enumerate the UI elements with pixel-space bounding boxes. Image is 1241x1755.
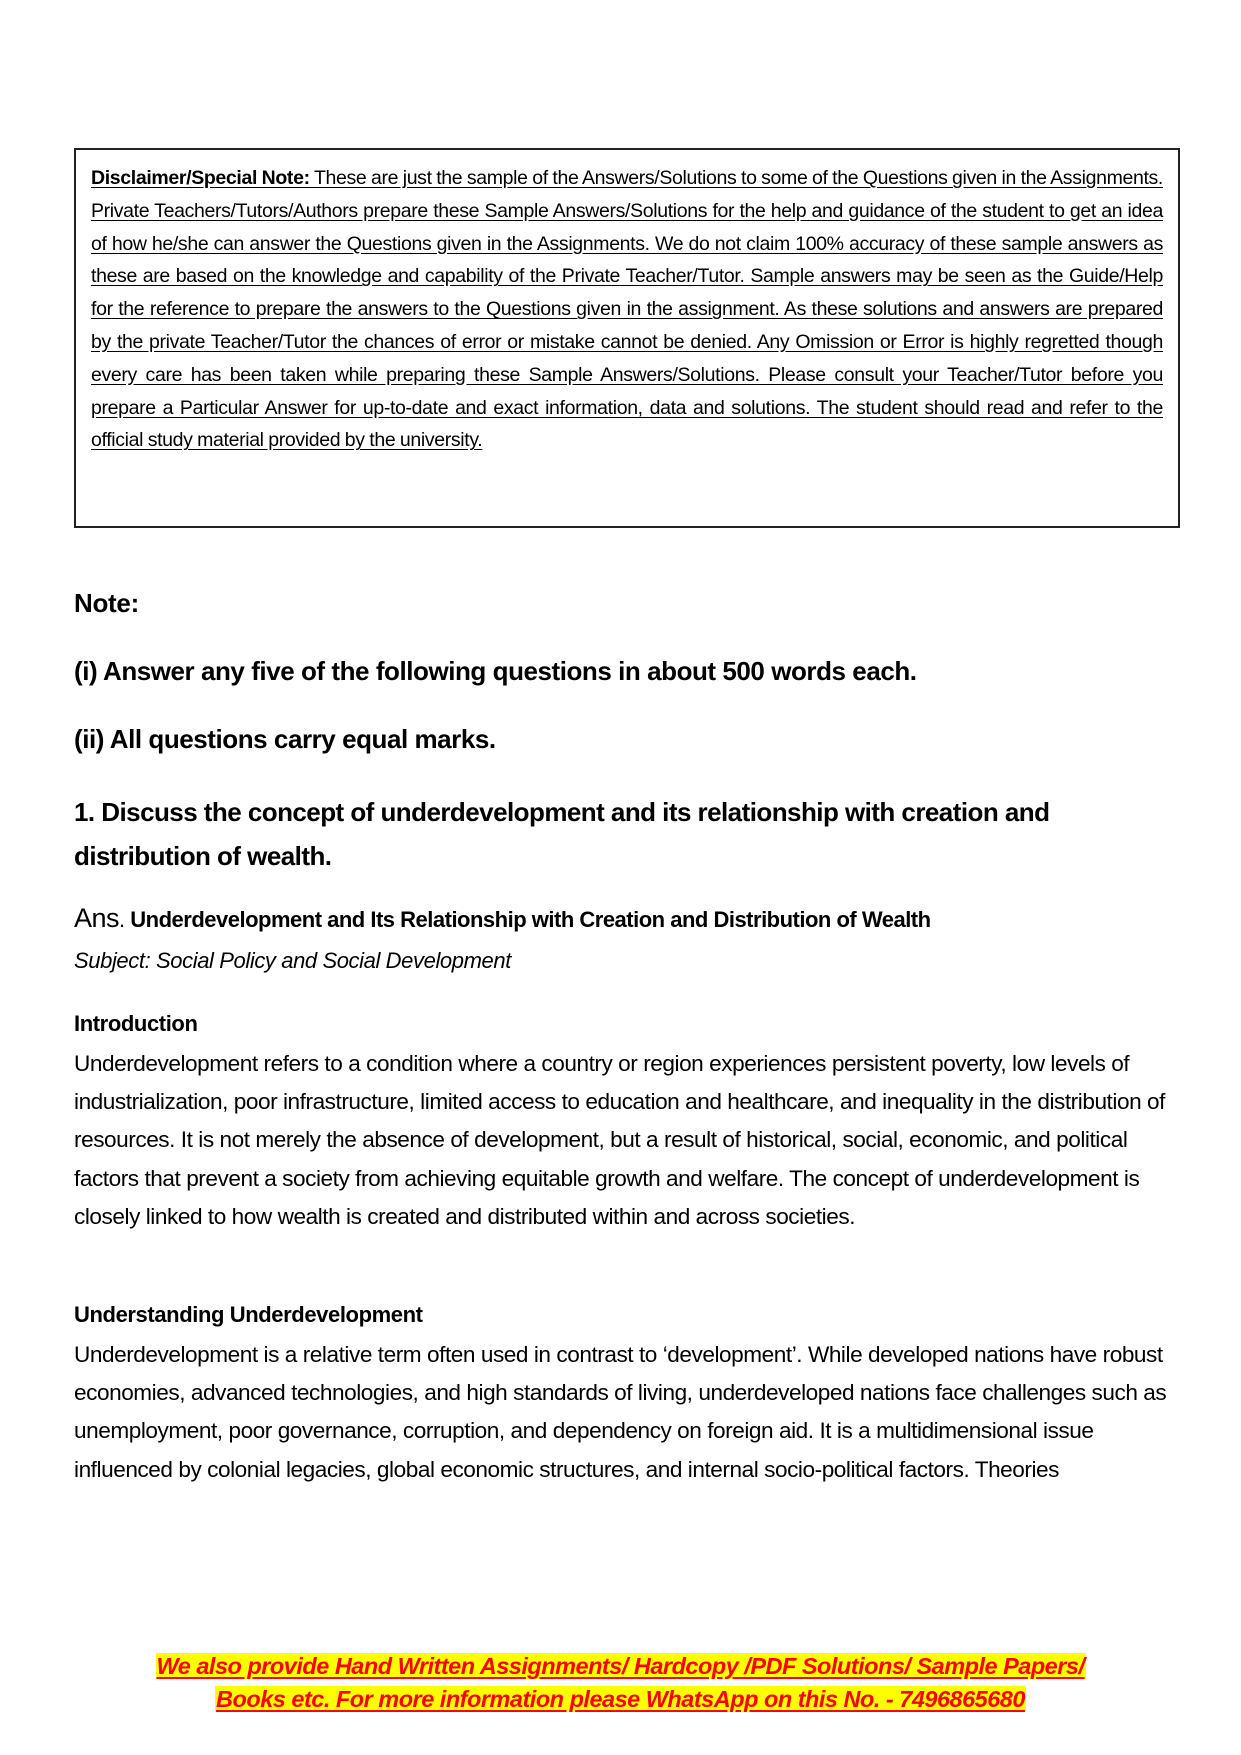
section-body-introduction: Underdevelopment refers to a condition where a country or region experiences persistent poverty, low levels of industrialization, poor infrastructure, limited access to education and healthcare, and inequality in the distribution of resources. It is not merely the absence of development, but a result of historical, social, economic, and political factors that prevent a society from achieving equitable growth and welfare. The concept of underdevelopment is closely linked to how wealth is created and distributed within and across societies. [74, 1051, 1165, 1229]
disclaimer-text [91, 162, 1163, 457]
answer-subject: Subject: Social Policy and Social Development [74, 948, 511, 973]
disclaimer-box [74, 148, 1180, 528]
answer-title: Underdevelopment and Its Relationship with Creation and Distribution of Wealth [130, 907, 931, 932]
note-item-2: (ii) All questions carry equal marks. [74, 724, 496, 754]
answer-prefix: Ans [74, 903, 120, 933]
footer-line-1: We also provide Hand Written Assignments/ Hardcopy /PDF Solutions/ Sample Papers/ [156, 1653, 1085, 1679]
answer-title-line [74, 903, 931, 934]
footer-line-2: Books etc. For more information please WhatsApp on this No. - 7496865680 [216, 1686, 1025, 1712]
section-heading-introduction: Introduction [74, 1011, 198, 1036]
section-heading-understanding: Understanding Underdevelopment [74, 1302, 423, 1327]
question-heading: 1. Discuss the concept of underdevelopment and its relationship with creation and distribution of wealth. [74, 797, 1050, 871]
note-item-1: (i) Answer any five of the following questions in about 500 words each. [74, 656, 917, 686]
answer-separator: . [119, 907, 131, 932]
section-body-understanding: Underdevelopment is a relative term often used in contrast to ‘development’. While developed nations have robust economies, advanced technologies, and high standards of living, underdeveloped nations face challenges such as unemployment, poor governance, corruption, and dependency on foreign aid. It is a multidimensional issue influenced by colonial legacies, global economic structures, and internal socio-political factors. Theories [74, 1342, 1167, 1482]
note-label: Note: [74, 588, 139, 618]
footer-banner [0, 1650, 1241, 1716]
disclaimer-body: These are just the sample of the Answers/Solutions to some of the Questions given in the Assignments. Private Teachers/Tutors/Authors prepare these Sample Answers/Solutions for the help and guidance of the student to get an idea of how he/she can answer the Questions given in the Assignments. We do not claim 100% accuracy of these sample answers as these are based on the knowledge and capability of the Private Teacher/Tutor. Sample answers may be seen as the Guide/Help for the reference to prepare the answers to the Questions given in the assignment. As these solutions and answers are prepared by the private Teacher/Tutor the chances of error or mistake cannot be denied. Any Omission or Error is highly regretted though every care has been taken while preparing these Sample Answers/Solutions. Please consult your Teacher/Tutor before you prepare a Particular Answer for up-to-date and exact information, data and solutions. The student should read and refer to the official study material provided by the university. [91, 167, 1163, 452]
disclaimer-label: Disclaimer/Special Note: [91, 167, 310, 189]
